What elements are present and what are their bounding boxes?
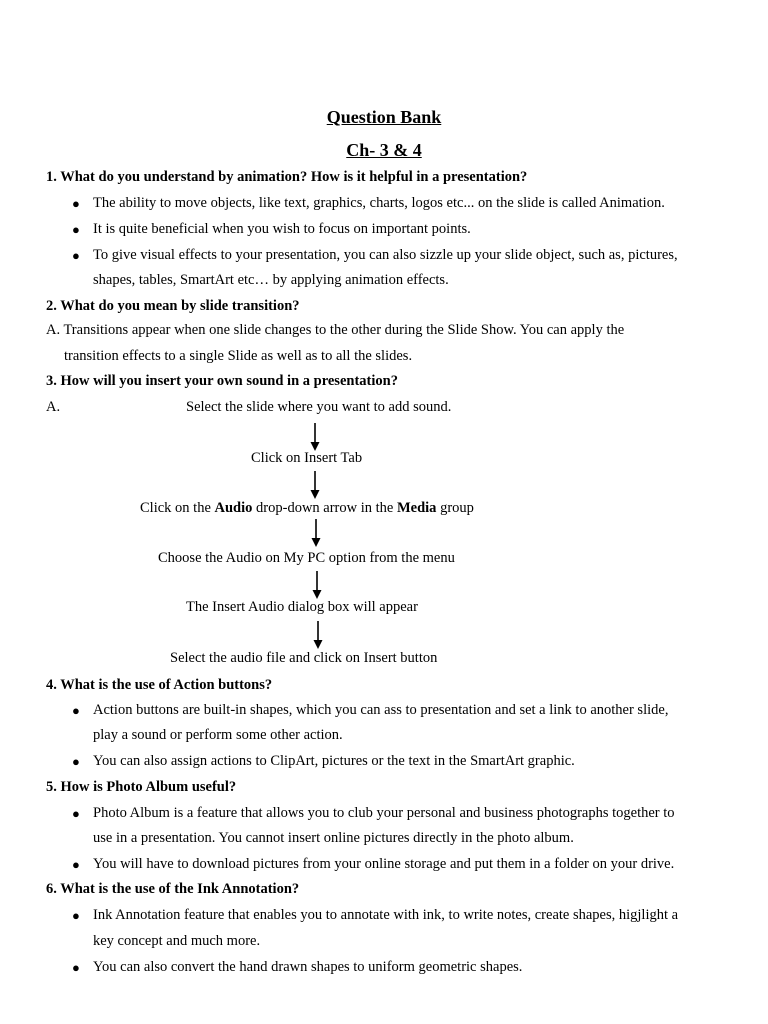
question-2: 2. What do you mean by slide transition? [46,298,300,314]
media-keyword: Media [396,500,437,516]
bullet-icon: ● [72,754,80,769]
q3-answer-prefix: A. [46,399,61,415]
q1-bullet-1: The ability to move objects, like text, graphics, charts, logos etc... on the slide is called Animation. [93,195,665,211]
down-arrow-icon [313,621,323,649]
q4-bullet-1-line-2: play a sound or perform some other action. [93,727,343,743]
flow-step-4: Choose the Audio on My PC option from the menu [158,550,455,566]
question-6: 6. What is the use of the Ink Annotation? [46,881,300,897]
bullet-icon: ● [72,196,80,211]
question-4: 4. What is the use of Action buttons? [46,677,273,693]
flow-step-3-text-e: group [436,500,474,516]
audio-keyword: Audio [214,500,253,516]
flow-step-5: The Insert Audio dialog box will appear [186,599,418,615]
q5-bullet-1-line-1: Photo Album is a feature that allows you to club your personal and business photographs together to [93,805,675,821]
q2-answer-line-1: A. Transitions appear when one slide changes to the other during the Slide Show. You can apply the [46,322,625,338]
q6-bullet-2: You can also convert the hand drawn shapes to uniform geometric shapes. [93,959,523,975]
q4-bullet-1-line-1: Action buttons are built-in shapes, which you can ass to presentation and set a link to another slide, [93,702,669,718]
q1-bullet-2: It is quite beneficial when you wish to focus on important points. [93,221,471,237]
flow-step-3 [140,500,474,517]
flow-step-3-text-a: Click on the [140,500,215,516]
chapter-subtitle: Ch- 3 & 4 [346,140,422,160]
bullet-icon: ● [72,960,80,975]
q1-bullet-3-line-1: To give visual effects to your presentation, you can also sizzle up your slide object, such as, pictures, [93,247,678,263]
bullet-icon: ● [72,703,80,718]
q6-bullet-1-line-1: Ink Annotation feature that enables you to annotate with ink, to write notes, create shapes, higjlight a [93,907,679,923]
flow-step-3-text-c: drop-down arrow in the [252,500,397,516]
q1-bullet-3-line-2: shapes, tables, SmartArt etc… by applying animation effects. [93,272,449,288]
question-5: 5. How is Photo Album useful? [46,779,237,795]
down-arrow-icon [311,519,321,547]
q5-bullet-2: You will have to download pictures from your online storage and put them in a folder on your drive. [93,856,675,872]
question-1: 1. What do you understand by animation? How is it helpful in a presentation? [46,169,528,185]
bullet-icon: ● [72,806,80,821]
flow-step-1: Select the slide where you want to add sound. [186,399,452,415]
q4-bullet-2: You can also assign actions to ClipArt, pictures or the text in the SmartArt graphic. [93,753,575,769]
down-arrow-icon [310,471,320,499]
bullet-icon: ● [72,248,80,263]
down-arrow-icon [312,571,322,599]
q2-answer-line-2: transition effects to a single Slide as well as to all the slides. [64,348,413,364]
document-title: Question Bank [326,107,442,127]
bullet-icon: ● [72,908,80,923]
flow-step-6: Select the audio file and click on Insert button [170,650,438,666]
down-arrow-icon [310,423,320,451]
bullet-icon: ● [72,857,80,872]
q6-bullet-1-line-2: key concept and much more. [93,933,261,949]
q5-bullet-1-line-2: use in a presentation. You cannot insert online pictures directly in the photo album. [93,830,574,846]
question-3: 3. How will you insert your own sound in a presentation? [46,373,398,389]
bullet-icon: ● [72,222,80,237]
flow-step-2: Click on Insert Tab [251,450,363,466]
